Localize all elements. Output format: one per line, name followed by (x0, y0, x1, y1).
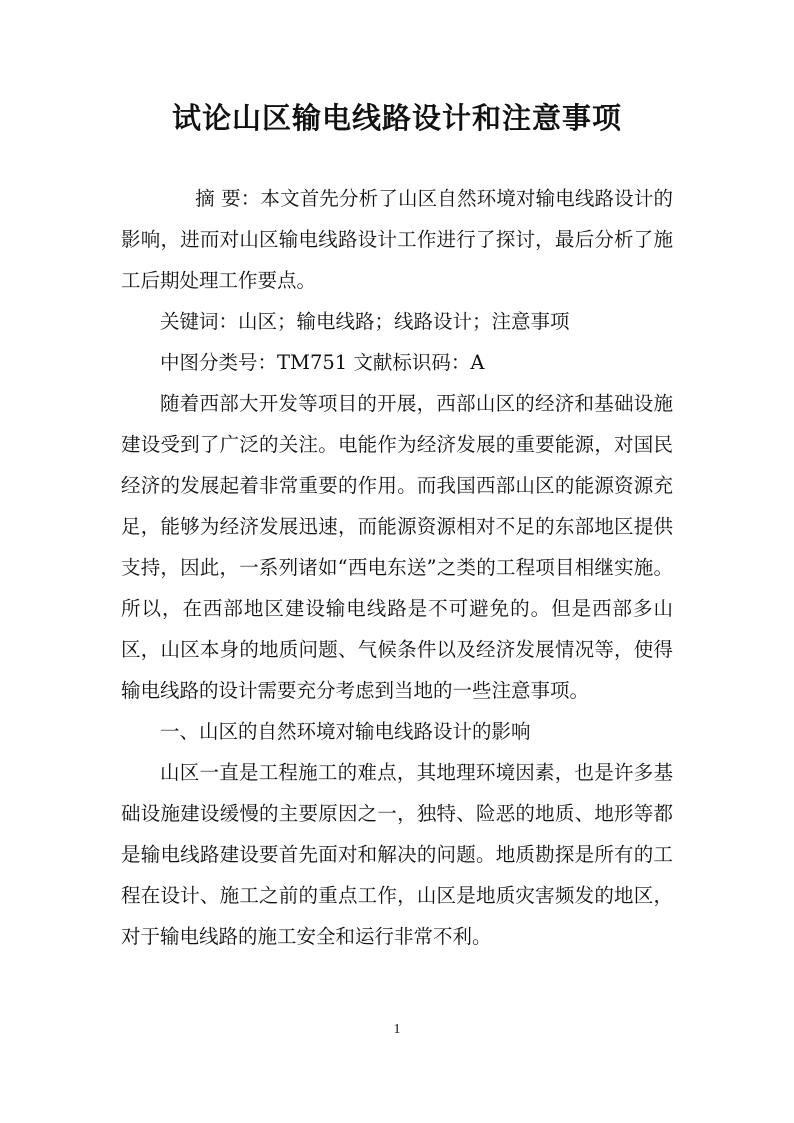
section-heading: 一、山区的自然环境对输电线路设计的影响 (160, 720, 531, 743)
body-paragraph: 山区一直是工程施工的难点，其地理环境因素，也是许多基础设施建设缓慢的主要原因之一，独特、险恶的地质、地形等都是输电线路建设要首先面对和解决的问题。地质勘探是所有的工程在设计、施工之前的重点工作，山区是地质灾害频发的地区，对于输电线路的施工安全和运行非常不利。 (121, 761, 673, 948)
abstract-paragraph: 摘 要：本文首先分析了山区自然环境对输电线路设计的影响，进而对山区输电线路设计工作进行了探讨，最后分析了施工后期处理工作要点。 (121, 187, 673, 292)
page-number: 1 (393, 1022, 401, 1037)
keywords-line: 关键词：山区；输电线路；线路设计；注意事项 (160, 310, 570, 333)
document-title: 试论山区输电线路设计和注意事项 (171, 101, 622, 135)
body-paragraph: 随着西部大开发等项目的开展，西部山区的经济和基础设施建设受到了广泛的关注。电能作为经济发展的重要能源，对国民经济的发展起着非常重要的作用。而我国西部山区的能源资源充足，能够为经济发展迅速，而能源资源相对不足的东部地区提供支持，因此，一系列诸如“西电东送”之类的工程项目相继实施。所以，在西部地区建设输电线路是不可避免的。但是西部多山区，山区本身的地质问题、气候条件以及经济发展情况等，使得输电线路的设计需要充分考虑到当地的一些注意事项。 (121, 392, 673, 702)
classification-line: 中图分类号：TM751 文献标识码：A (160, 351, 485, 374)
document-body (121, 178, 673, 957)
